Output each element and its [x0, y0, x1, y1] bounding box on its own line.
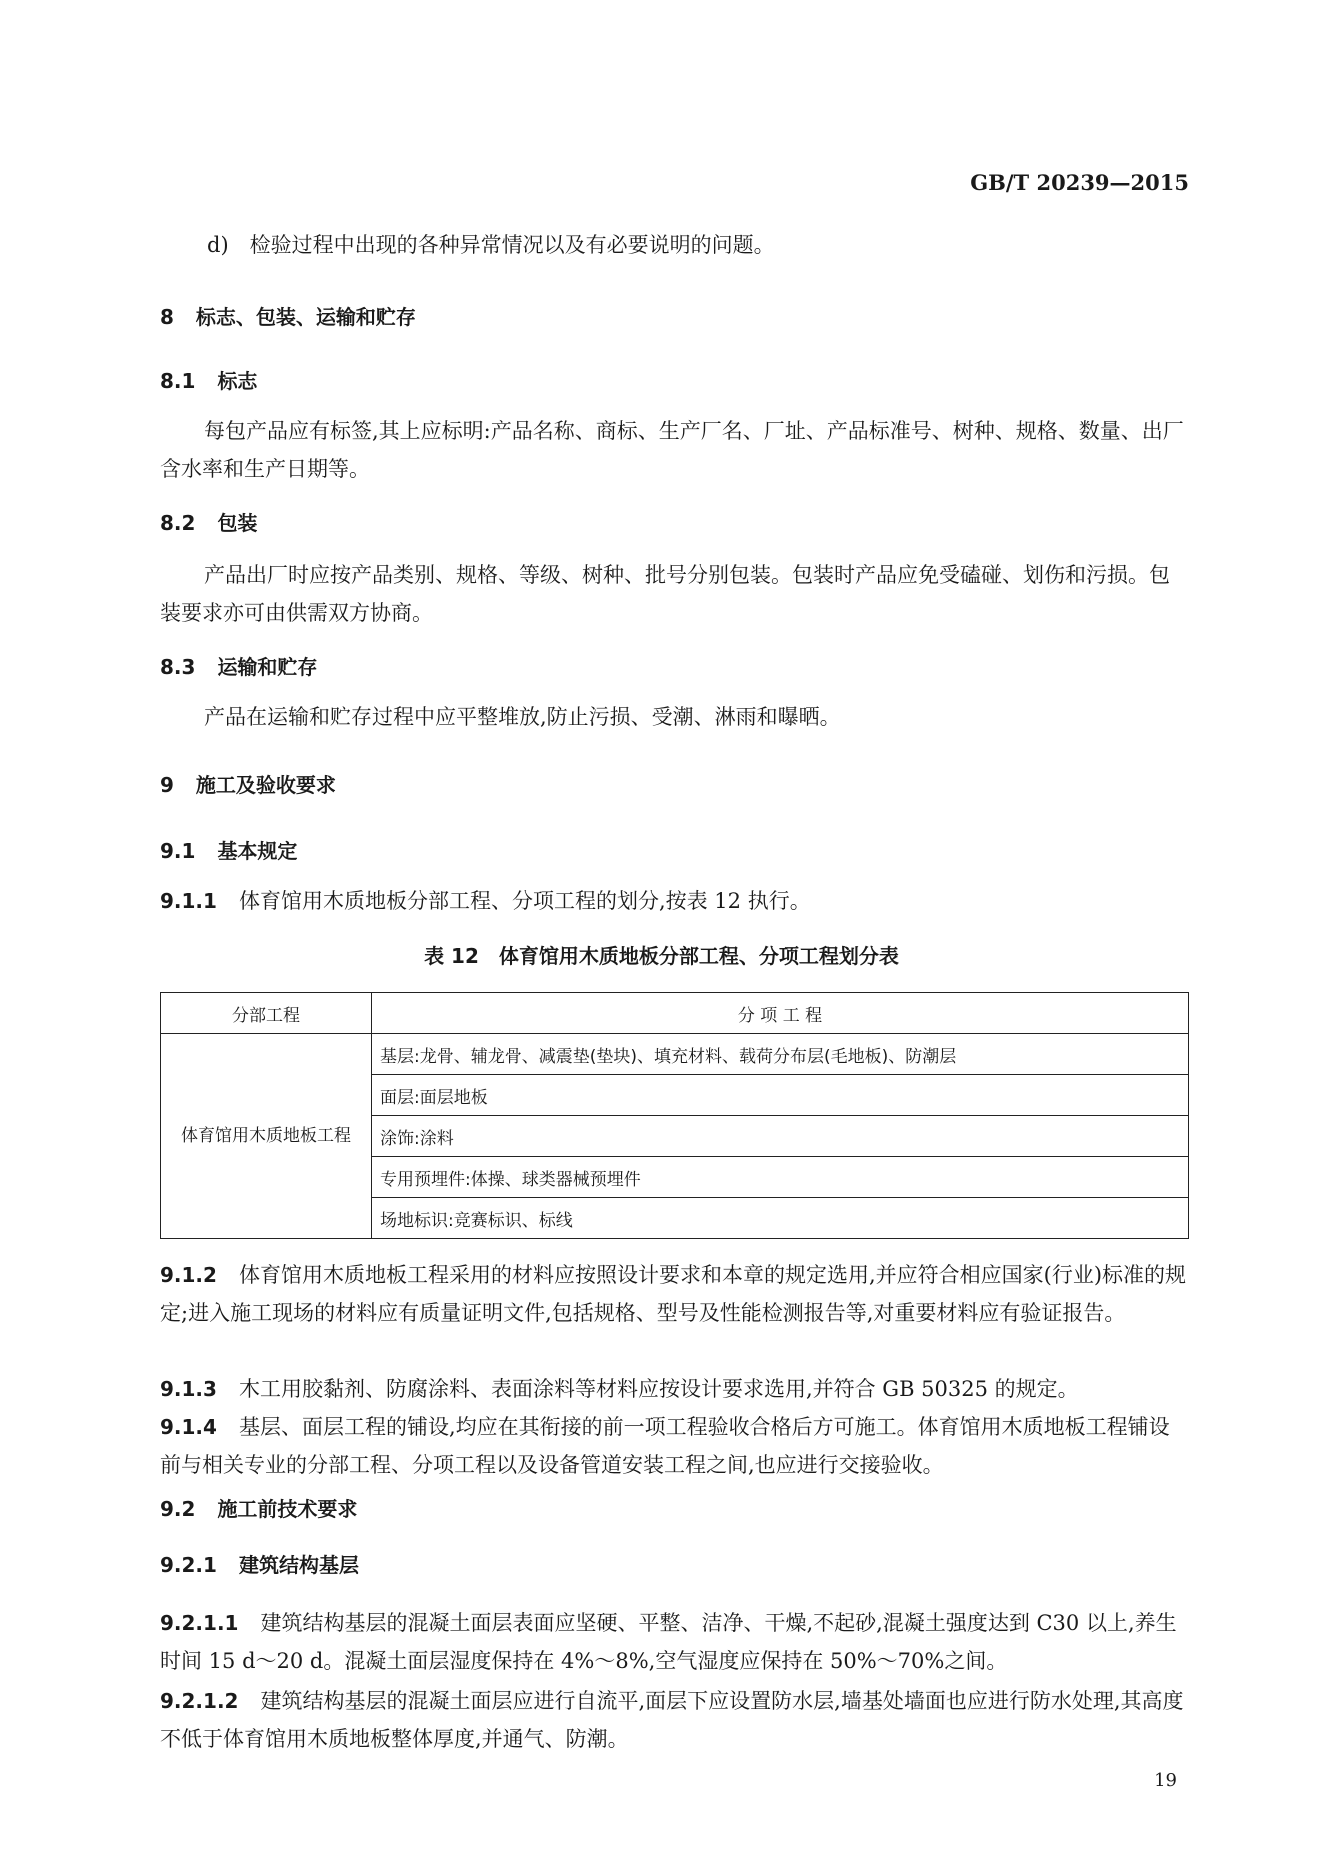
- clause-9-1-2: [160, 1256, 1189, 1332]
- section-8-2-heading: [160, 508, 257, 538]
- section-number: 8.1: [160, 369, 196, 393]
- paragraph-8-1: 每包产品应有标签,其上应标明:产品名称、商标、生产厂名、厂址、产品标准号、树种、规格、数量、出厂含水率和生产日期等。: [160, 419, 1184, 481]
- paragraph-8-2: 产品出厂时应按产品类别、规格、等级、树种、批号分别包装。包装时产品应免受磕碰、划伤和污损。包装要求亦可由供需双方协商。: [160, 563, 1170, 625]
- section-number: 8: [160, 305, 174, 329]
- table-row: [161, 1034, 1189, 1075]
- table-header-row: [161, 993, 1189, 1034]
- paragraph-8-3: 产品在运输和贮存过程中应平整堆放,防止污损、受潮、淋雨和曝晒。: [204, 705, 841, 729]
- section-title: 运输和贮存: [217, 655, 318, 679]
- section-9-2-heading: [160, 1494, 357, 1524]
- section-number: 8.2: [160, 511, 196, 535]
- section-number: 9.1: [160, 839, 196, 863]
- section-9-heading: [160, 770, 336, 800]
- category-cell: 体育馆用木质地板工程: [161, 1034, 372, 1239]
- standard-number: GB/T 20239—2015: [970, 170, 1189, 195]
- section-number: 9.2.1: [160, 1553, 217, 1577]
- clause-text: 体育馆用木质地板工程采用的材料应按照设计要求和本章的规定选用,并应符合相应国家(行业)标准的规定;进入施工现场的材料应有质量证明文件,包括规格、型号及性能检测报告等,对重要材料应有验证报告。: [160, 1263, 1187, 1325]
- clause-text: 木工用胶黏剂、防腐涂料、表面涂料等材料应按设计要求选用,并符合 GB 50325 的规定。: [238, 1377, 1079, 1401]
- clause-9-1-4: [160, 1408, 1189, 1484]
- section-title: 基本规定: [217, 839, 298, 863]
- clause-text: 体育馆用木质地板分部工程、分项工程的划分,按表 12 执行。: [238, 889, 811, 913]
- table-cell: 基层:龙骨、辅龙骨、减震垫(垫块)、填充材料、载荷分布层(毛地板)、防潮层: [372, 1034, 1189, 1075]
- clause-9-2-1-2: [160, 1682, 1189, 1758]
- section-title: 包装: [217, 511, 258, 535]
- section-number: 9.2: [160, 1497, 196, 1521]
- header-cell: 分部工程: [161, 993, 372, 1034]
- section-9-2-1-heading: [160, 1550, 359, 1580]
- table-cell: 场地标识:竞赛标识、标线: [372, 1198, 1189, 1239]
- table-cell: 涂饰:涂料: [372, 1116, 1189, 1157]
- clause-number: 9.1.4: [160, 1415, 217, 1439]
- clause-9-1-3: [160, 1370, 1189, 1408]
- clause-number: 9.1.3: [160, 1377, 217, 1401]
- table-cell: 面层:面层地板: [372, 1075, 1189, 1116]
- section-8-1-heading: [160, 366, 257, 396]
- list-item-d: d) 检验过程中出现的各种异常情况以及有必要说明的问题。: [207, 233, 775, 257]
- clause-number: 9.1.1: [160, 889, 217, 913]
- section-title: 建筑结构基层: [238, 1553, 359, 1577]
- clause-text: 建筑结构基层的混凝土面层表面应坚硬、平整、洁净、干燥,不起砂,混凝土强度达到 C30 以上,养生时间 15 d～20 d。混凝土面层湿度保持在 4%～8%,空气湿度应保持在 50%～70%之间。: [160, 1611, 1177, 1673]
- section-8-3-heading: [160, 652, 317, 682]
- page-number: 19: [1154, 1770, 1177, 1791]
- clause-text: 建筑结构基层的混凝土面层应进行自流平,面层下应设置防水层,墙基处墙面也应进行防水处理,其高度不低于体育馆用木质地板整体厚度,并通气、防潮。: [160, 1689, 1184, 1751]
- header-cell: 分 项 工 程: [372, 993, 1189, 1034]
- clause-number: 9.1.2: [160, 1263, 217, 1287]
- section-8-heading: [160, 302, 416, 332]
- section-title: 施工及验收要求: [195, 773, 336, 797]
- clause-text: 基层、面层工程的铺设,均应在其衔接的前一项工程验收合格后方可施工。体育馆用木质地板工程铺设前与相关专业的分部工程、分项工程以及设备管道安装工程之间,也应进行交接验收。: [160, 1415, 1170, 1477]
- clause-number: 9.2.1.2: [160, 1689, 239, 1713]
- section-title: 标志、包装、运输和贮存: [195, 305, 416, 329]
- clause-9-1-1: [160, 886, 811, 916]
- clause-9-2-1-1: [160, 1604, 1189, 1680]
- division-table: [160, 992, 1189, 1239]
- section-title: 施工前技术要求: [217, 1497, 358, 1521]
- clause-number: 9.2.1.1: [160, 1611, 239, 1635]
- section-9-1-heading: [160, 836, 297, 866]
- section-number: 9: [160, 773, 174, 797]
- section-title: 标志: [217, 369, 258, 393]
- table-caption: 表 12 体育馆用木质地板分部工程、分项工程划分表: [424, 944, 899, 968]
- section-number: 8.3: [160, 655, 196, 679]
- table-cell: 专用预埋件:体操、球类器械预埋件: [372, 1157, 1189, 1198]
